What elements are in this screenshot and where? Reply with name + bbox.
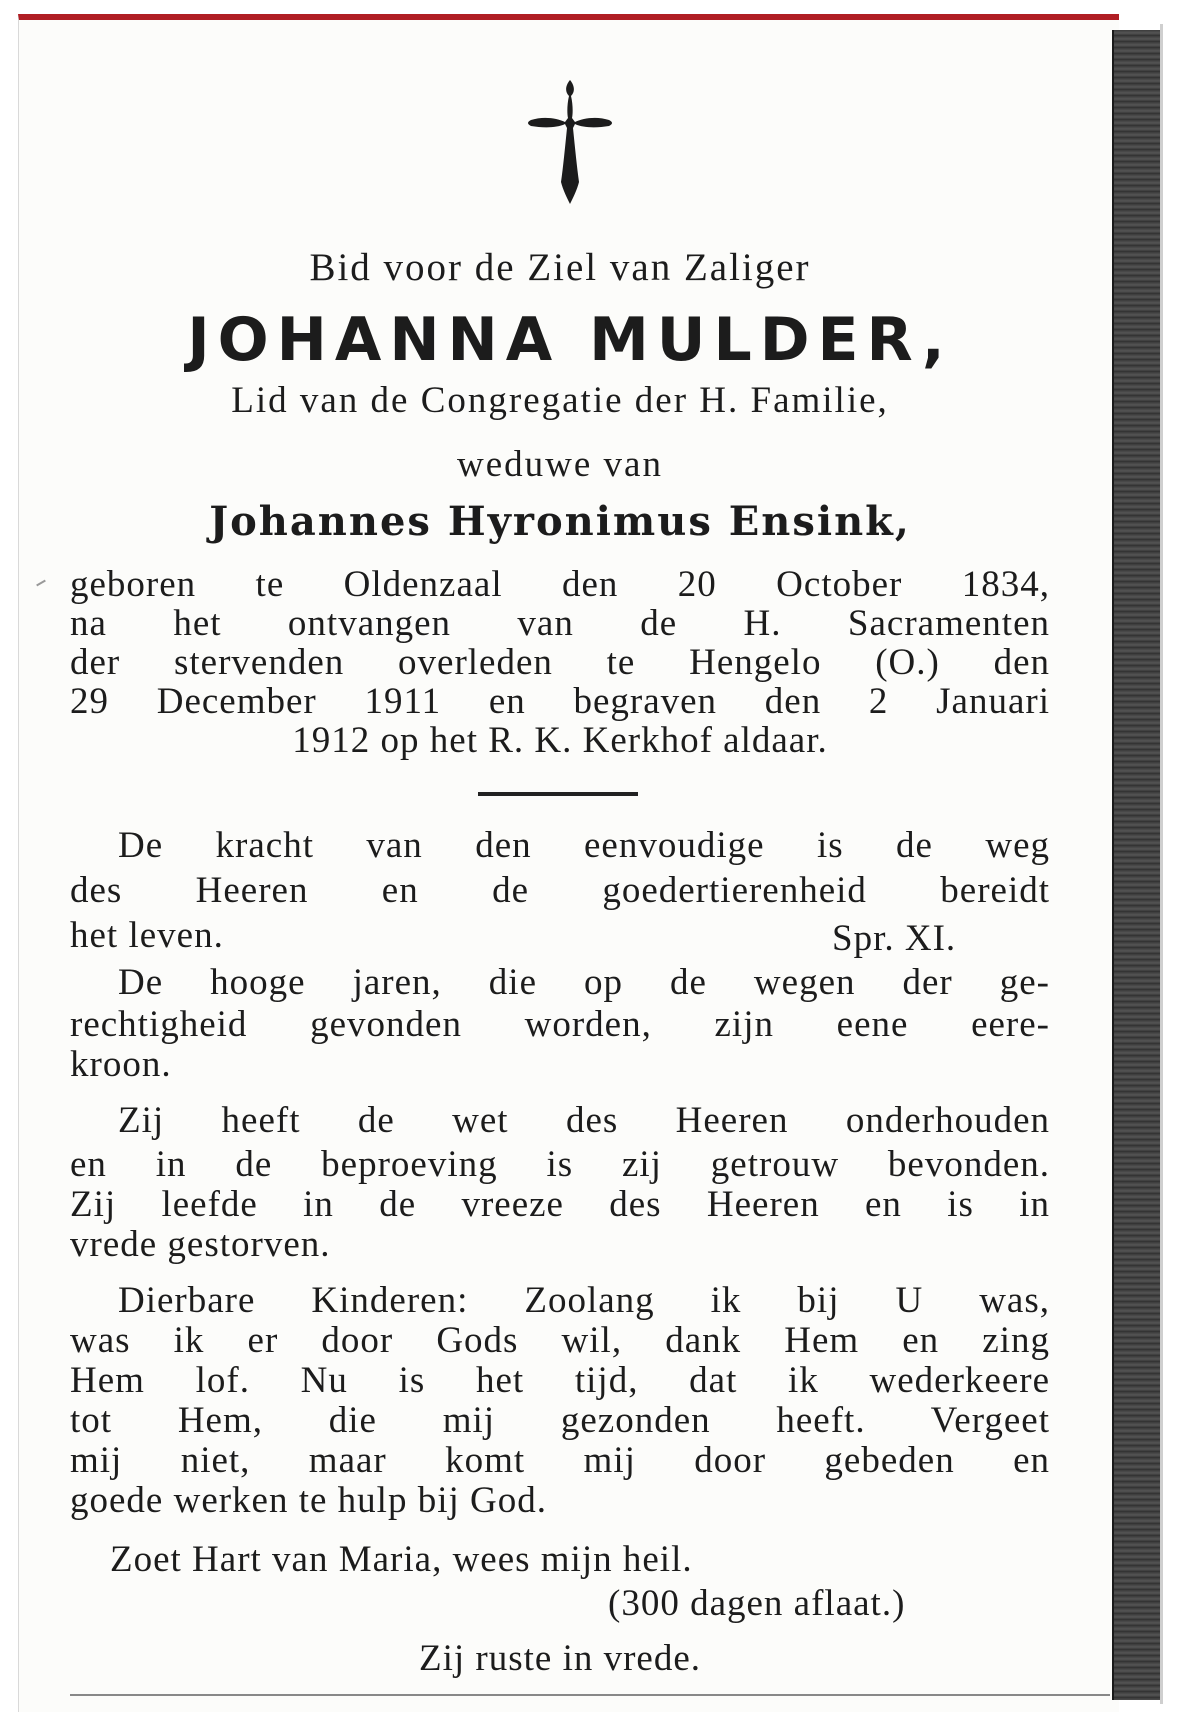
bio-line: 1912 op het R. K. Kerkhof aldaar.: [292, 720, 828, 761]
verse-line: Zij heeft de wet des Heeren onderhouden: [118, 1100, 1050, 1141]
verse-line: het leven.: [70, 915, 224, 956]
verse-line: mij niet, maar komt mij door gebeden en: [70, 1440, 1050, 1481]
verse-line: was ik er door Gods wil, dank Hem en zing: [70, 1320, 1050, 1361]
verse-line: kroon.: [70, 1044, 172, 1085]
verse-line: tot Hem, die mij gezonden heeft. Vergeet: [70, 1400, 1050, 1441]
membership-line: Lid van de Congregatie der H. Familie,: [231, 380, 889, 421]
verse-line: en in de beproeving is zij getrouw bevonden.: [70, 1144, 1050, 1185]
verse-line: vrede gestorven.: [70, 1224, 331, 1265]
widow-of-line: weduwe van: [457, 444, 663, 485]
verse-line: De hooge jaren, die op de wegen der ge-: [118, 962, 1050, 1003]
closing-line: Zij ruste in vrede.: [418, 1638, 702, 1679]
indulgence-line: (300 dagen aflaat.): [608, 1583, 906, 1624]
verse-line: Zij leefde in de vreeze des Heeren en is in: [70, 1184, 1050, 1225]
verse-reference: Spr. XI.: [832, 918, 957, 959]
mourning-border: [1112, 30, 1160, 1700]
intro-line: Bid voor de Ziel van Zaliger: [309, 246, 811, 289]
verse-line: Hem lof. Nu is het tijd, dat ik wederkeere: [70, 1360, 1050, 1401]
bio-line: na het ontvangen van de H. Sacramenten: [70, 603, 1050, 644]
bio-line: 29 December 1911 en begraven den 2 Januari: [70, 681, 1050, 722]
card-right-edge: [1160, 24, 1163, 1704]
divider: [478, 792, 638, 796]
husband-name: Johannes Hyronimus Ensink,: [209, 498, 911, 545]
verse-line: Dierbare Kinderen: Zoolang ik bij U was,: [118, 1280, 1050, 1321]
bio-line: der stervenden overleden te Hengelo (O.) den: [70, 642, 1050, 683]
card-bottom-edge: [70, 1694, 1110, 1696]
deceased-name: JOHANNA MULDER,: [187, 305, 953, 375]
verse-line: rechtigheid gevonden worden, zijn eene eere-: [70, 1004, 1050, 1045]
cross-icon: [525, 78, 615, 206]
verse-line: goede werken te hulp bij God.: [70, 1480, 547, 1521]
prayer-line: Zoet Hart van Maria, wees mijn heil.: [110, 1539, 693, 1580]
verse-line: des Heeren en de goedertierenheid bereidt: [70, 870, 1050, 911]
bio-line: geboren te Oldenzaal den 20 October 1834,: [70, 564, 1050, 605]
verse-line: De kracht van den eenvoudige is de weg: [118, 825, 1050, 866]
